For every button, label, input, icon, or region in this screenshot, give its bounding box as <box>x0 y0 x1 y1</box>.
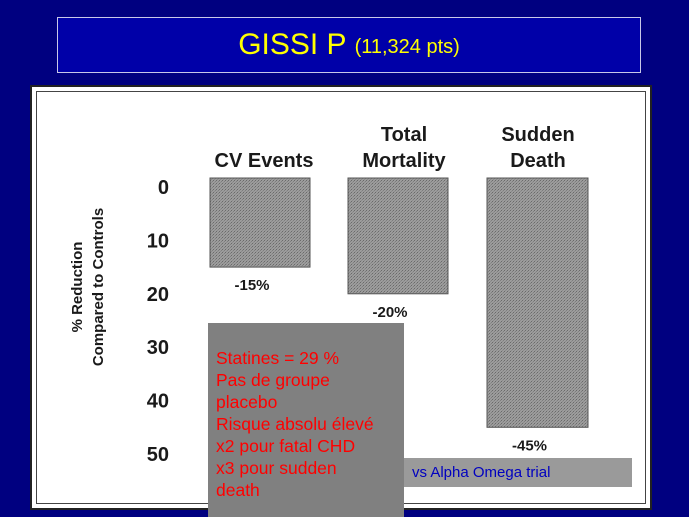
category-label: CV Events <box>214 150 314 172</box>
category-label: Sudden <box>501 124 575 146</box>
note-line: death <box>216 480 260 500</box>
y-axis-label <box>69 208 107 366</box>
bar <box>348 178 448 294</box>
category-label: Total <box>380 124 428 146</box>
note-line: x2 pour fatal CHD <box>216 436 356 456</box>
y-tick-label: 30 <box>146 337 169 360</box>
bar <box>210 178 310 267</box>
bar <box>487 178 588 427</box>
category-labels <box>215 124 575 172</box>
y-tick-label: 40 <box>146 390 169 413</box>
slide-title: GISSI P <box>238 28 347 61</box>
y-tick-label: 50 <box>146 444 169 466</box>
note-line: placebo <box>216 392 278 412</box>
y-tick-label: 20 <box>146 283 169 306</box>
note-line: Risque absolu élevé <box>216 414 374 434</box>
value-label: -20% <box>372 303 408 321</box>
note-line: x3 pour sudden <box>216 458 337 478</box>
category-label: Mortality <box>362 150 446 172</box>
slide-subtitle: (11,324 pts) <box>354 35 460 58</box>
note-box <box>208 323 404 517</box>
value-label: -15% <box>234 277 270 295</box>
y-axis-label-line: Compared to Controls <box>90 207 107 367</box>
y-axis-ticks <box>147 177 169 466</box>
note-line: Statines = 29 % <box>216 348 340 368</box>
y-tick-label: 10 <box>146 230 169 253</box>
y-axis-label-line: % Reduction <box>69 241 86 333</box>
value-label: -45% <box>511 437 548 455</box>
y-tick-label: 0 <box>157 177 169 199</box>
trial-note-box <box>404 458 632 487</box>
category-label: Death <box>510 150 566 172</box>
trial-note: vs Alpha Omega trial <box>412 464 551 481</box>
note-line: Pas de groupe <box>216 370 330 390</box>
